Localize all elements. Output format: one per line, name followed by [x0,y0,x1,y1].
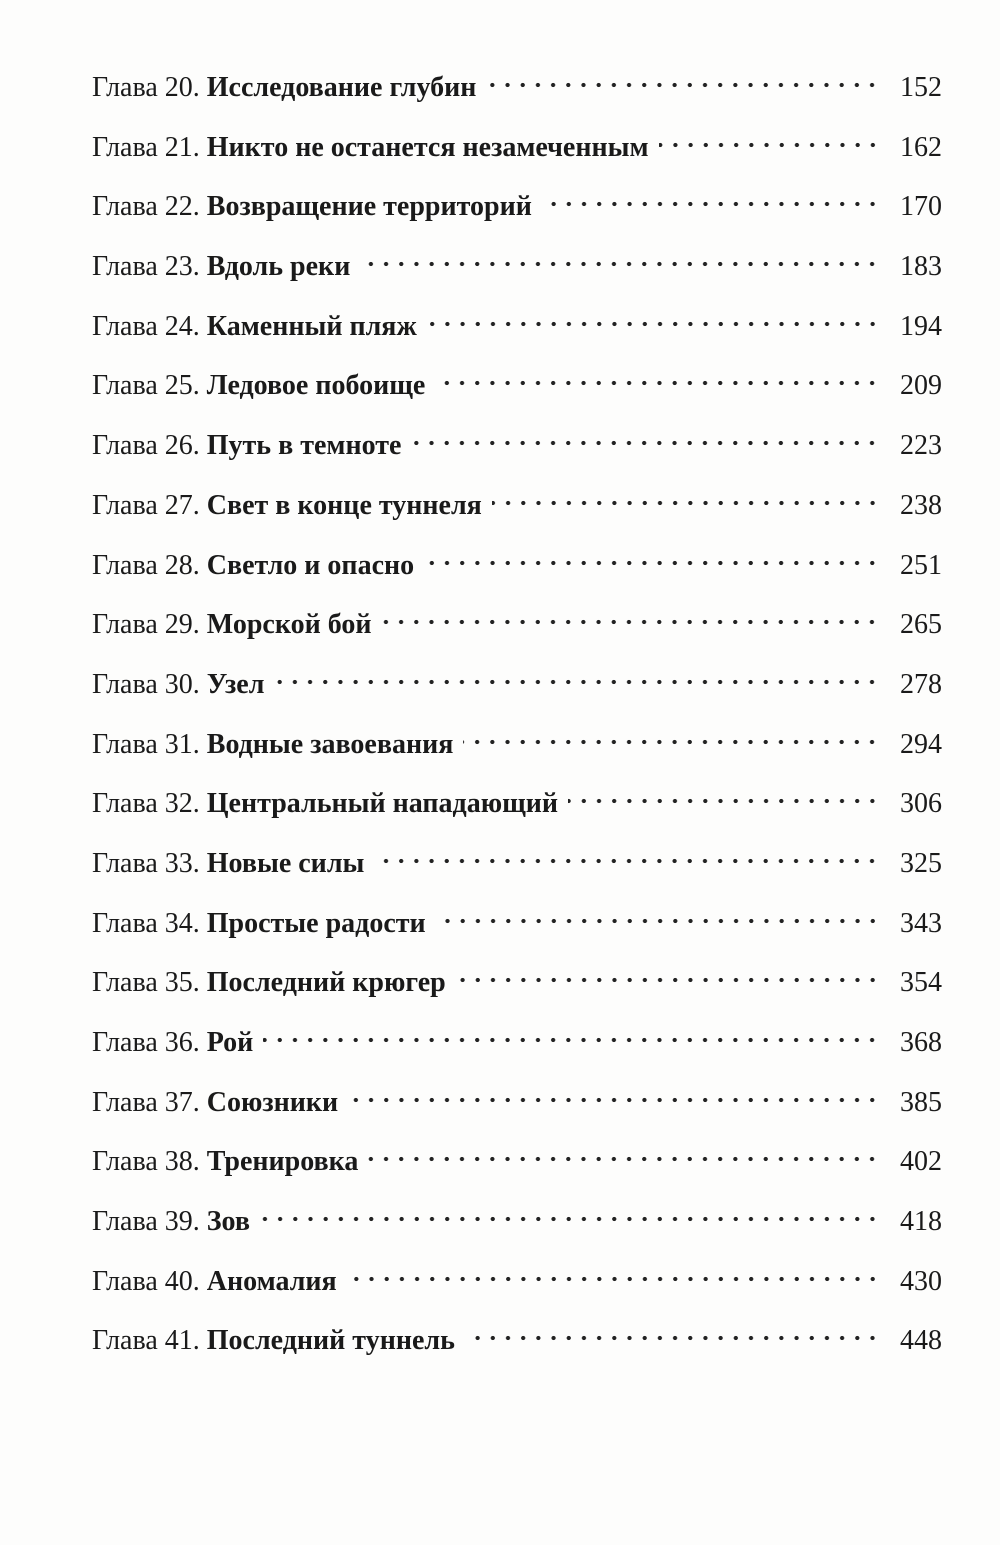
chapter-title: Тренировка [206,1146,359,1178]
page-number: 183 [900,251,942,283]
chapter-title: Возвращение территорий [206,191,532,223]
chapter-title: Рой [206,1027,254,1058]
chapter-label: Глава 31. [92,728,200,760]
chapter-label: Глава 30. [92,668,200,700]
page-number: 325 [900,847,942,879]
chapter-label: Глава 37. [92,1086,200,1118]
chapter-label: Глава 23. [92,251,200,283]
toc-entry [92,307,942,367]
page-number: 265 [900,609,942,641]
page-number: 448 [900,1325,942,1357]
chapter-label: Глава 26. [92,430,200,462]
chapter-label: Глава 29. [92,609,200,641]
dot-leader [568,794,880,808]
page-number: 306 [900,788,942,820]
chapter-title: Вдоль реки [206,251,351,283]
dot-leader [263,1033,880,1047]
toc-entry [92,725,942,785]
chapter-title: Никто не останется незамеченным [206,131,649,163]
page-number: 209 [900,370,942,402]
toc-entry [92,904,942,964]
page-number: 278 [900,668,942,700]
toc-entry [92,963,942,1023]
chapter-title: Последний туннель [206,1325,455,1357]
chapter-title: Каменный пляж [206,310,417,342]
chapter-title: Ледовое побоище [206,370,426,402]
chapter-label: Глава 28. [92,549,200,581]
chapter-label: Глава 35. [92,967,200,999]
dot-leader [348,1093,880,1107]
page-number: 343 [900,907,942,939]
page-number: 368 [900,1027,942,1058]
page-number: 430 [900,1265,942,1297]
toc-entry [92,366,942,426]
chapter-title: Простые радости [206,907,426,939]
chapter-label: Глава 40. [92,1265,200,1297]
chapter-label: Глава 24. [92,310,200,342]
dot-leader [492,496,880,510]
page-number: 251 [900,549,942,581]
page-number: 194 [900,310,942,342]
dot-leader [486,78,880,92]
toc-entry [92,247,942,307]
toc-entry [92,605,942,665]
page-number: 162 [900,131,942,163]
toc-entry [92,426,942,486]
page-number: 402 [900,1146,942,1178]
toc-entry [92,187,942,247]
page-number: 238 [900,489,942,521]
page-number: 223 [900,430,942,462]
dot-leader [542,197,880,211]
chapter-title: Исследование глубин [206,72,477,103]
dot-leader [659,138,880,152]
toc-entry [92,1262,942,1322]
dot-leader [411,436,880,450]
chapter-title: Последний крюгер [206,967,446,999]
toc-entry [92,665,942,725]
dot-leader [260,1212,880,1226]
toc-entry [92,844,942,904]
toc-entry [92,1321,942,1381]
chapter-title: Путь в темноте [206,430,402,462]
chapter-title: Аномалия [206,1265,337,1297]
chapter-label: Глава 34. [92,907,200,939]
dot-leader [456,973,880,987]
toc-entry [92,128,942,188]
chapter-title: Водные завоевания [206,728,454,760]
dot-leader [463,735,880,749]
dot-leader [424,556,880,570]
page-number: 385 [900,1086,942,1118]
chapter-title: Новые силы [206,847,365,879]
toc-entry [92,1202,942,1262]
chapter-label: Глава 32. [92,788,200,820]
chapter-title: Морской бой [206,609,372,641]
page-number: 294 [900,728,942,760]
table-of-contents [92,68,942,1381]
dot-leader [274,675,880,689]
toc-entry [92,546,942,606]
toc-entry [92,1142,942,1202]
page-number: 354 [900,967,942,999]
toc-entry [92,1083,942,1143]
chapter-label: Глава 20. [92,72,200,103]
chapter-title: Свет в конце туннеля [206,489,482,521]
chapter-title: Союзники [206,1086,339,1118]
toc-entry [92,68,942,128]
chapter-title: Светло и опасно [206,549,415,581]
dot-leader [360,257,880,271]
chapter-label: Глава 41. [92,1325,200,1357]
chapter-label: Глава 25. [92,370,200,402]
dot-leader [436,914,880,928]
chapter-label: Глава 38. [92,1146,200,1178]
dot-leader [427,317,880,331]
dot-leader [347,1272,880,1286]
dot-leader [381,615,880,629]
chapter-label: Глава 21. [92,131,200,163]
page-number: 418 [900,1206,942,1238]
chapter-title: Зов [206,1206,250,1238]
chapter-title: Узел [206,668,265,700]
chapter-label: Глава 36. [92,1027,200,1058]
chapter-label: Глава 39. [92,1206,200,1238]
page-number: 170 [900,191,942,223]
dot-leader [368,1152,880,1166]
dot-leader [465,1331,880,1345]
chapter-label: Глава 22. [92,191,200,223]
dot-leader [374,854,880,868]
toc-entry [92,486,942,546]
toc-entry [92,784,942,844]
chapter-title: Центральный нападающий [206,788,559,820]
chapter-label: Глава 27. [92,489,200,521]
toc-entry [92,1023,942,1083]
page-number: 152 [900,72,942,103]
chapter-label: Глава 33. [92,847,200,879]
dot-leader [435,376,880,390]
